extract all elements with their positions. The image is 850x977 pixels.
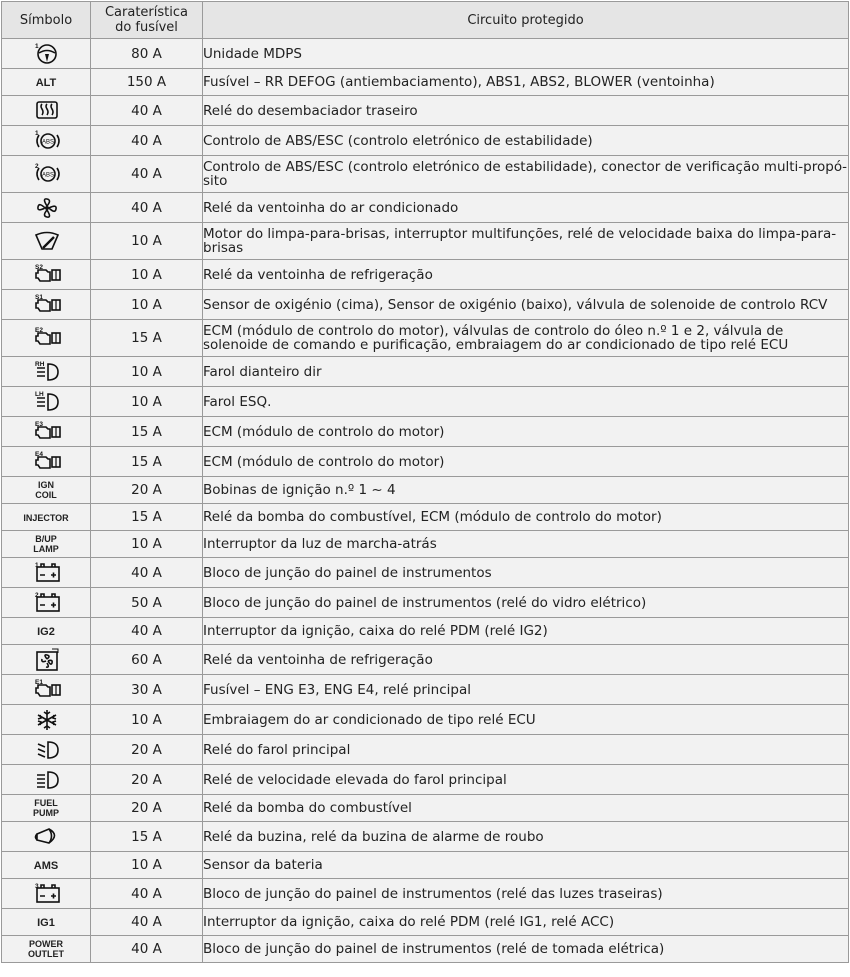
circuit-cell: Bloco de junção do painel de instrumentos (relé das luzes traseiras)	[203, 879, 849, 909]
symbol-cell	[2, 290, 91, 320]
headlamp-icon	[28, 390, 64, 414]
circuit-cell: Controlo de ABS/ESC (controlo eletrónico de estabilidade)	[203, 126, 849, 156]
circuit-cell: Fusível – ENG E3, ENG E4, relé principal	[203, 675, 849, 705]
rating-cell: 20 A	[91, 735, 203, 765]
symbol-cell	[2, 852, 91, 879]
table-row	[2, 879, 849, 909]
symbol-superscript: 1	[35, 561, 39, 569]
symbol-cell	[2, 705, 91, 735]
engine-manual-icon	[28, 420, 64, 444]
table-row	[2, 735, 849, 765]
circuit-cell: Relé da ventoinha de refrigeração	[203, 260, 849, 290]
table-row	[2, 126, 849, 156]
symbol-cell	[2, 558, 91, 588]
snowflake-icon	[28, 708, 64, 732]
circuit-cell: Bobinas de ignição n.º 1 ~ 4	[203, 477, 849, 504]
circuit-cell: Farol dianteiro dir	[203, 357, 849, 387]
symbol-superscript: S1	[35, 293, 43, 301]
cooling-fan-icon	[28, 648, 64, 672]
symbol-superscript: 2	[35, 591, 39, 599]
rating-cell: 50 A	[91, 588, 203, 618]
symbol-label: FUEL PUMP	[32, 797, 59, 818]
table-row	[2, 645, 849, 675]
table-row	[2, 260, 849, 290]
horn-icon	[28, 825, 64, 849]
table-row	[2, 96, 849, 126]
header-row	[2, 2, 849, 39]
battery-icon	[28, 591, 64, 615]
table-row	[2, 504, 849, 531]
rating-cell: 15 A	[91, 504, 203, 531]
symbol-superscript: 1	[35, 129, 39, 137]
rating-cell: 80 A	[91, 39, 203, 69]
symbol-cell	[2, 320, 91, 357]
symbol-cell	[2, 387, 91, 417]
rating-cell: 20 A	[91, 795, 203, 822]
symbol-cell	[2, 735, 91, 765]
engine-manual-icon	[28, 450, 64, 474]
symbol-superscript: E4	[35, 450, 43, 458]
abs-icon	[28, 162, 64, 186]
table-row	[2, 852, 849, 879]
table-row	[2, 417, 849, 447]
circuit-cell: Farol ESQ.	[203, 387, 849, 417]
table-row	[2, 558, 849, 588]
table-row	[2, 618, 849, 645]
table-row	[2, 765, 849, 795]
symbol-label: IGN COIL	[35, 479, 57, 500]
symbol-label: IG1	[37, 917, 55, 929]
symbol-cell	[2, 39, 91, 69]
circuit-cell: ECM (módulo de controlo do motor)	[203, 417, 849, 447]
rating-cell: 40 A	[91, 193, 203, 223]
table-row	[2, 357, 849, 387]
symbol-cell	[2, 588, 91, 618]
symbol-cell	[2, 96, 91, 126]
wiper-icon	[28, 229, 64, 253]
table-row	[2, 477, 849, 504]
engine-manual-icon	[28, 678, 64, 702]
circuit-cell: Bloco de junção do painel de instrumentos	[203, 558, 849, 588]
circuit-cell: Sensor de oxigénio (cima), Sensor de oxigénio (baixo), válvula de solenoide de controlo RCV	[203, 290, 849, 320]
symbol-cell	[2, 417, 91, 447]
circuit-cell: Motor do limpa-para-brisas, interruptor multifunções, relé de velocidade baixa do limpa-para-brisas	[203, 223, 849, 260]
symbol-superscript: E1	[35, 678, 43, 686]
symbol-label: IG2	[37, 626, 55, 638]
table-row	[2, 193, 849, 223]
fan-icon	[28, 196, 64, 220]
table-row	[2, 290, 849, 320]
symbol-label: ALT	[35, 77, 57, 89]
rating-cell: 10 A	[91, 387, 203, 417]
symbol-cell	[2, 69, 91, 96]
fuse-table	[1, 1, 849, 963]
table-row	[2, 705, 849, 735]
symbol-superscript: E3	[35, 420, 43, 428]
symbol-label: AMS	[33, 860, 59, 872]
table-row	[2, 320, 849, 357]
svg-text:ABS: ABS	[41, 139, 55, 145]
engine-manual-icon	[28, 293, 64, 317]
circuit-cell: Sensor da bateria	[203, 852, 849, 879]
circuit-cell: Interruptor da ignição, caixa do relé PDM (relé IG2)	[203, 618, 849, 645]
svg-text:ABS: ABS	[41, 172, 55, 179]
symbol-superscript: RH	[35, 360, 45, 368]
symbol-cell	[2, 447, 91, 477]
battery-icon	[28, 882, 64, 906]
rating-cell: 10 A	[91, 705, 203, 735]
rating-cell: 40 A	[91, 96, 203, 126]
table-row	[2, 156, 849, 193]
table-row	[2, 588, 849, 618]
circuit-cell: Relé do farol principal	[203, 735, 849, 765]
table-row	[2, 936, 849, 963]
table-row	[2, 69, 849, 96]
circuit-cell: Interruptor da luz de marcha-atrás	[203, 531, 849, 558]
table-row	[2, 223, 849, 260]
circuit-cell: ECM (módulo de controlo do motor)	[203, 447, 849, 477]
symbol-cell	[2, 260, 91, 290]
symbol-superscript: 1	[35, 42, 39, 50]
table-row	[2, 909, 849, 936]
symbol-cell	[2, 675, 91, 705]
rating-cell: 40 A	[91, 558, 203, 588]
rating-cell: 15 A	[91, 447, 203, 477]
symbol-cell	[2, 531, 91, 558]
table-row	[2, 822, 849, 852]
table-row	[2, 531, 849, 558]
circuit-cell: Relé da buzina, relé da buzina de alarme de roubo	[203, 822, 849, 852]
symbol-superscript: E2	[35, 327, 43, 334]
symbol-superscript: 2	[35, 163, 39, 170]
symbol-superscript: LH	[35, 390, 44, 398]
rating-cell: 10 A	[91, 223, 203, 260]
header-symbol: Símbolo	[2, 2, 91, 39]
table-row	[2, 795, 849, 822]
table-row	[2, 447, 849, 477]
symbol-cell	[2, 765, 91, 795]
rating-cell: 10 A	[91, 531, 203, 558]
table-row	[2, 39, 849, 69]
abs-icon	[28, 129, 64, 153]
rating-cell: 40 A	[91, 618, 203, 645]
circuit-cell: Bloco de junção do painel de instrumentos (relé do vidro elétrico)	[203, 588, 849, 618]
rating-cell: 20 A	[91, 477, 203, 504]
circuit-cell: Fusível – RR DEFOG (antiembaciamento), ABS1, ABS2, BLOWER (ventoinha)	[203, 69, 849, 96]
circuit-cell: Interruptor da ignição, caixa do relé PDM (relé IG1, relé ACC)	[203, 909, 849, 936]
headlamp-icon	[28, 360, 64, 384]
symbol-cell	[2, 156, 91, 193]
rating-cell: 15 A	[91, 417, 203, 447]
symbol-cell	[2, 477, 91, 504]
rating-cell: 150 A	[91, 69, 203, 96]
high-beam-icon	[28, 768, 64, 792]
symbol-cell	[2, 795, 91, 822]
symbol-cell	[2, 822, 91, 852]
rating-cell: 15 A	[91, 822, 203, 852]
engine-manual-icon	[28, 326, 64, 350]
symbol-cell	[2, 645, 91, 675]
symbol-superscript: 3	[35, 882, 39, 890]
rating-cell: 10 A	[91, 852, 203, 879]
symbol-cell	[2, 879, 91, 909]
battery-icon	[28, 561, 64, 585]
rating-cell: 40 A	[91, 909, 203, 936]
circuit-cell: Relé da bomba do combustível, ECM (módulo de controlo do motor)	[203, 504, 849, 531]
rating-cell: 15 A	[91, 320, 203, 357]
rating-cell: 40 A	[91, 936, 203, 963]
circuit-cell: Controlo de ABS/ESC (controlo eletrónico de estabilidade), conector de verificação multi-propósito	[203, 156, 849, 193]
circuit-cell: Relé da ventoinha de refrigeração	[203, 645, 849, 675]
circuit-cell: ECM (módulo de controlo do motor), válvulas de controlo do óleo n.º 1 e 2, válvula de solenoide de comando e purificação, embraiagem do ar condicionado de tipo relé ECU	[203, 320, 849, 357]
rating-cell: 10 A	[91, 260, 203, 290]
circuit-cell: Relé do desembaciador traseiro	[203, 96, 849, 126]
circuit-cell: Relé de velocidade elevada do farol principal	[203, 765, 849, 795]
circuit-cell: Bloco de junção do painel de instrumentos (relé de tomada elétrica)	[203, 936, 849, 963]
header-circuit: Circuito protegido	[203, 2, 849, 39]
circuit-cell: Relé da ventoinha do ar condicionado	[203, 193, 849, 223]
rating-cell: 20 A	[91, 765, 203, 795]
symbol-cell	[2, 126, 91, 156]
circuit-cell: Embraiagem do ar condicionado de tipo relé ECU	[203, 705, 849, 735]
symbol-cell	[2, 909, 91, 936]
rating-cell: 10 A	[91, 357, 203, 387]
rating-cell: 40 A	[91, 879, 203, 909]
low-beam-icon	[28, 738, 64, 762]
rating-cell: 30 A	[91, 675, 203, 705]
symbol-label: INJECTOR	[23, 513, 69, 523]
rating-cell: 10 A	[91, 290, 203, 320]
symbol-superscript: S2	[35, 263, 43, 271]
header-rating: Caraterística do fusível	[91, 2, 203, 39]
circuit-cell: Unidade MDPS	[203, 39, 849, 69]
rating-cell: 40 A	[91, 126, 203, 156]
table-row	[2, 675, 849, 705]
table-row	[2, 387, 849, 417]
symbol-cell	[2, 618, 91, 645]
symbol-cell	[2, 223, 91, 260]
symbol-cell	[2, 193, 91, 223]
symbol-cell	[2, 936, 91, 963]
symbol-label: B/UP LAMP	[33, 533, 59, 554]
steering-wheel-icon	[28, 42, 64, 66]
engine-manual-icon	[28, 263, 64, 287]
symbol-cell	[2, 504, 91, 531]
symbol-cell	[2, 357, 91, 387]
rating-cell: 40 A	[91, 156, 203, 193]
rating-cell: 60 A	[91, 645, 203, 675]
symbol-label: POWER OUTLET	[28, 938, 64, 959]
rear-defroster-icon	[28, 99, 64, 123]
circuit-cell: Relé da bomba do combustível	[203, 795, 849, 822]
